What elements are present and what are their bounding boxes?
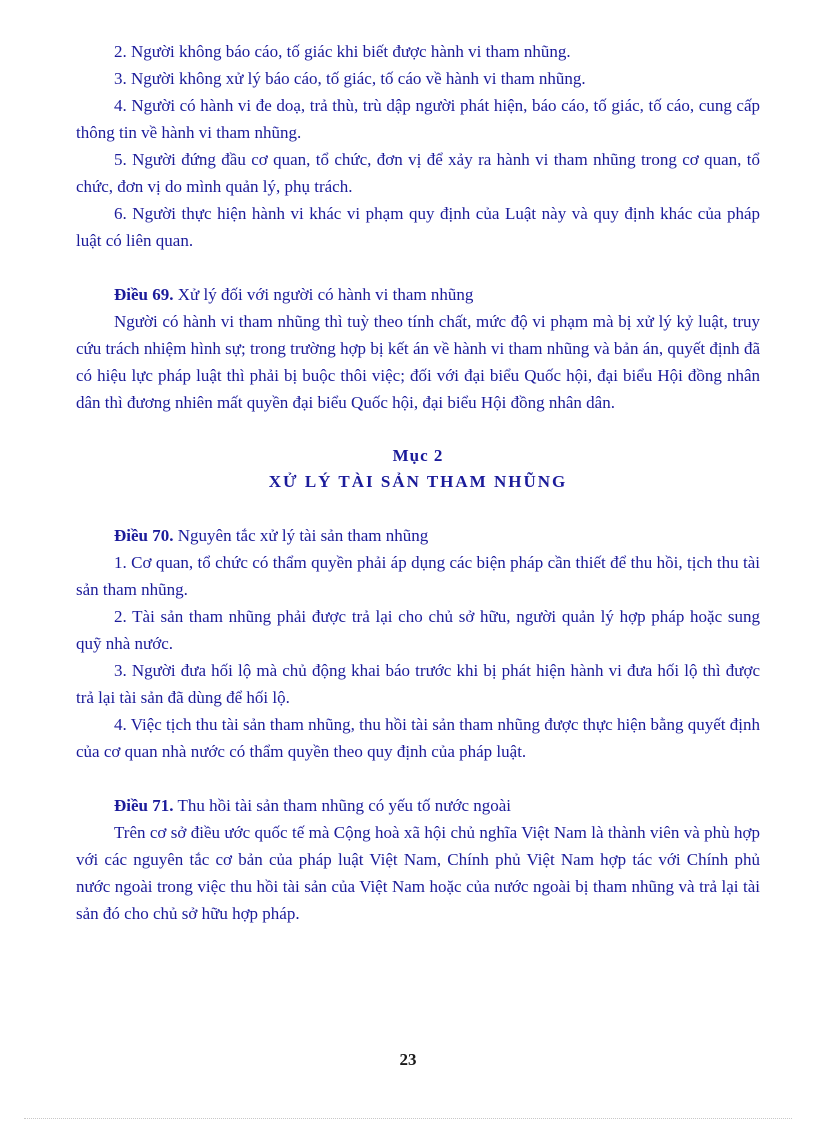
- article-69-title: Xử lý đối với người có hành vi tham nhũng: [173, 285, 474, 304]
- list-item: 1. Cơ quan, tổ chức có thẩm quyền phải áp dụng các biện pháp cần thiết để thu hồi, tịch thu tài sản tham nhũng.: [76, 553, 760, 599]
- section-number: Mục 2: [392, 446, 444, 465]
- document-page: [76, 38, 760, 927]
- article-71-body: Trên cơ sở điều ước quốc tế mà Cộng hoà xã hội chủ nghĩa Việt Nam là thành viên và phù hợp với các nguyên tắc cơ bản của pháp luật Việt Nam, Chính phủ Việt Nam hợp tác với Chính phủ nước ngoài trong việc thu hồi tài sản của Việt Nam hoặc của nước ngoài bị tham nhũng và trả lại tài sản đó cho chủ sở hữu hợp pháp.: [76, 823, 760, 923]
- article-69-label: Điều 69.: [114, 285, 174, 304]
- article-71-title: Thu hồi tài sản tham nhũng có yếu tố nước ngoài: [173, 796, 512, 815]
- article-68-items: [76, 38, 760, 254]
- list-item: 4. Người có hành vi đe doạ, trả thù, trù dập người phát hiện, báo cáo, tố giác, tố cáo, cung cấp thông tin về hành vi tham nhũng.: [76, 96, 760, 142]
- list-item: 6. Người thực hiện hành vi khác vi phạm quy định của Luật này và quy định khác của pháp luật có liên quan.: [76, 204, 760, 250]
- section-heading: [76, 443, 760, 495]
- list-item: 3. Người không xử lý báo cáo, tố giác, tố cáo về hành vi tham nhũng.: [114, 69, 586, 88]
- article-71-label: Điều 71.: [114, 796, 174, 815]
- list-item: 4. Việc tịch thu tài sản tham nhũng, thu hồi tài sản tham nhũng được thực hiện bằng quyết định của cơ quan nhà nước có thẩm quyền theo quy định của pháp luật.: [76, 715, 760, 761]
- list-item: 2. Người không báo cáo, tố giác khi biết được hành vi tham nhũng.: [114, 42, 571, 61]
- page-bottom-divider: [24, 1118, 792, 1119]
- page-number: 23: [399, 1050, 417, 1069]
- list-item: 5. Người đứng đầu cơ quan, tổ chức, đơn vị để xảy ra hành vi tham nhũng trong cơ quan, tổ chức, đơn vị do mình quản lý, phụ trách.: [76, 150, 760, 196]
- article-70-heading: [76, 522, 760, 549]
- list-item: 3. Người đưa hối lộ mà chủ động khai báo trước khi bị phát hiện hành vi đưa hối lộ thì được trả lại tài sản đã dùng để hối lộ.: [76, 661, 760, 707]
- section-title: XỬ LÝ TÀI SẢN THAM NHŨNG: [268, 472, 568, 491]
- article-70-title: Nguyên tắc xử lý tài sản tham nhũng: [173, 526, 429, 545]
- article-71-heading: [76, 792, 760, 819]
- article-70-label: Điều 70.: [114, 526, 174, 545]
- article-69-heading: [76, 281, 760, 308]
- list-item: 2. Tài sản tham nhũng phải được trả lại cho chủ sở hữu, người quản lý hợp pháp hoặc sung quỹ nhà nước.: [76, 607, 760, 653]
- article-70-items: [76, 549, 760, 765]
- article-69-body: Người có hành vi tham nhũng thì tuỳ theo tính chất, mức độ vi phạm mà bị xử lý kỷ luật, truy cứu trách nhiệm hình sự; trong trường hợp bị kết án về hành vi tham nhũng và bản án, quyết định đã có hiệu lực pháp luật thì phải bị buộc thôi việc; đối với đại biểu Quốc hội, đại biểu Hội đồng nhân dân thì đương nhiên mất quyền đại biểu Quốc hội, đại biểu Hội đồng nhân dân.: [76, 312, 760, 412]
